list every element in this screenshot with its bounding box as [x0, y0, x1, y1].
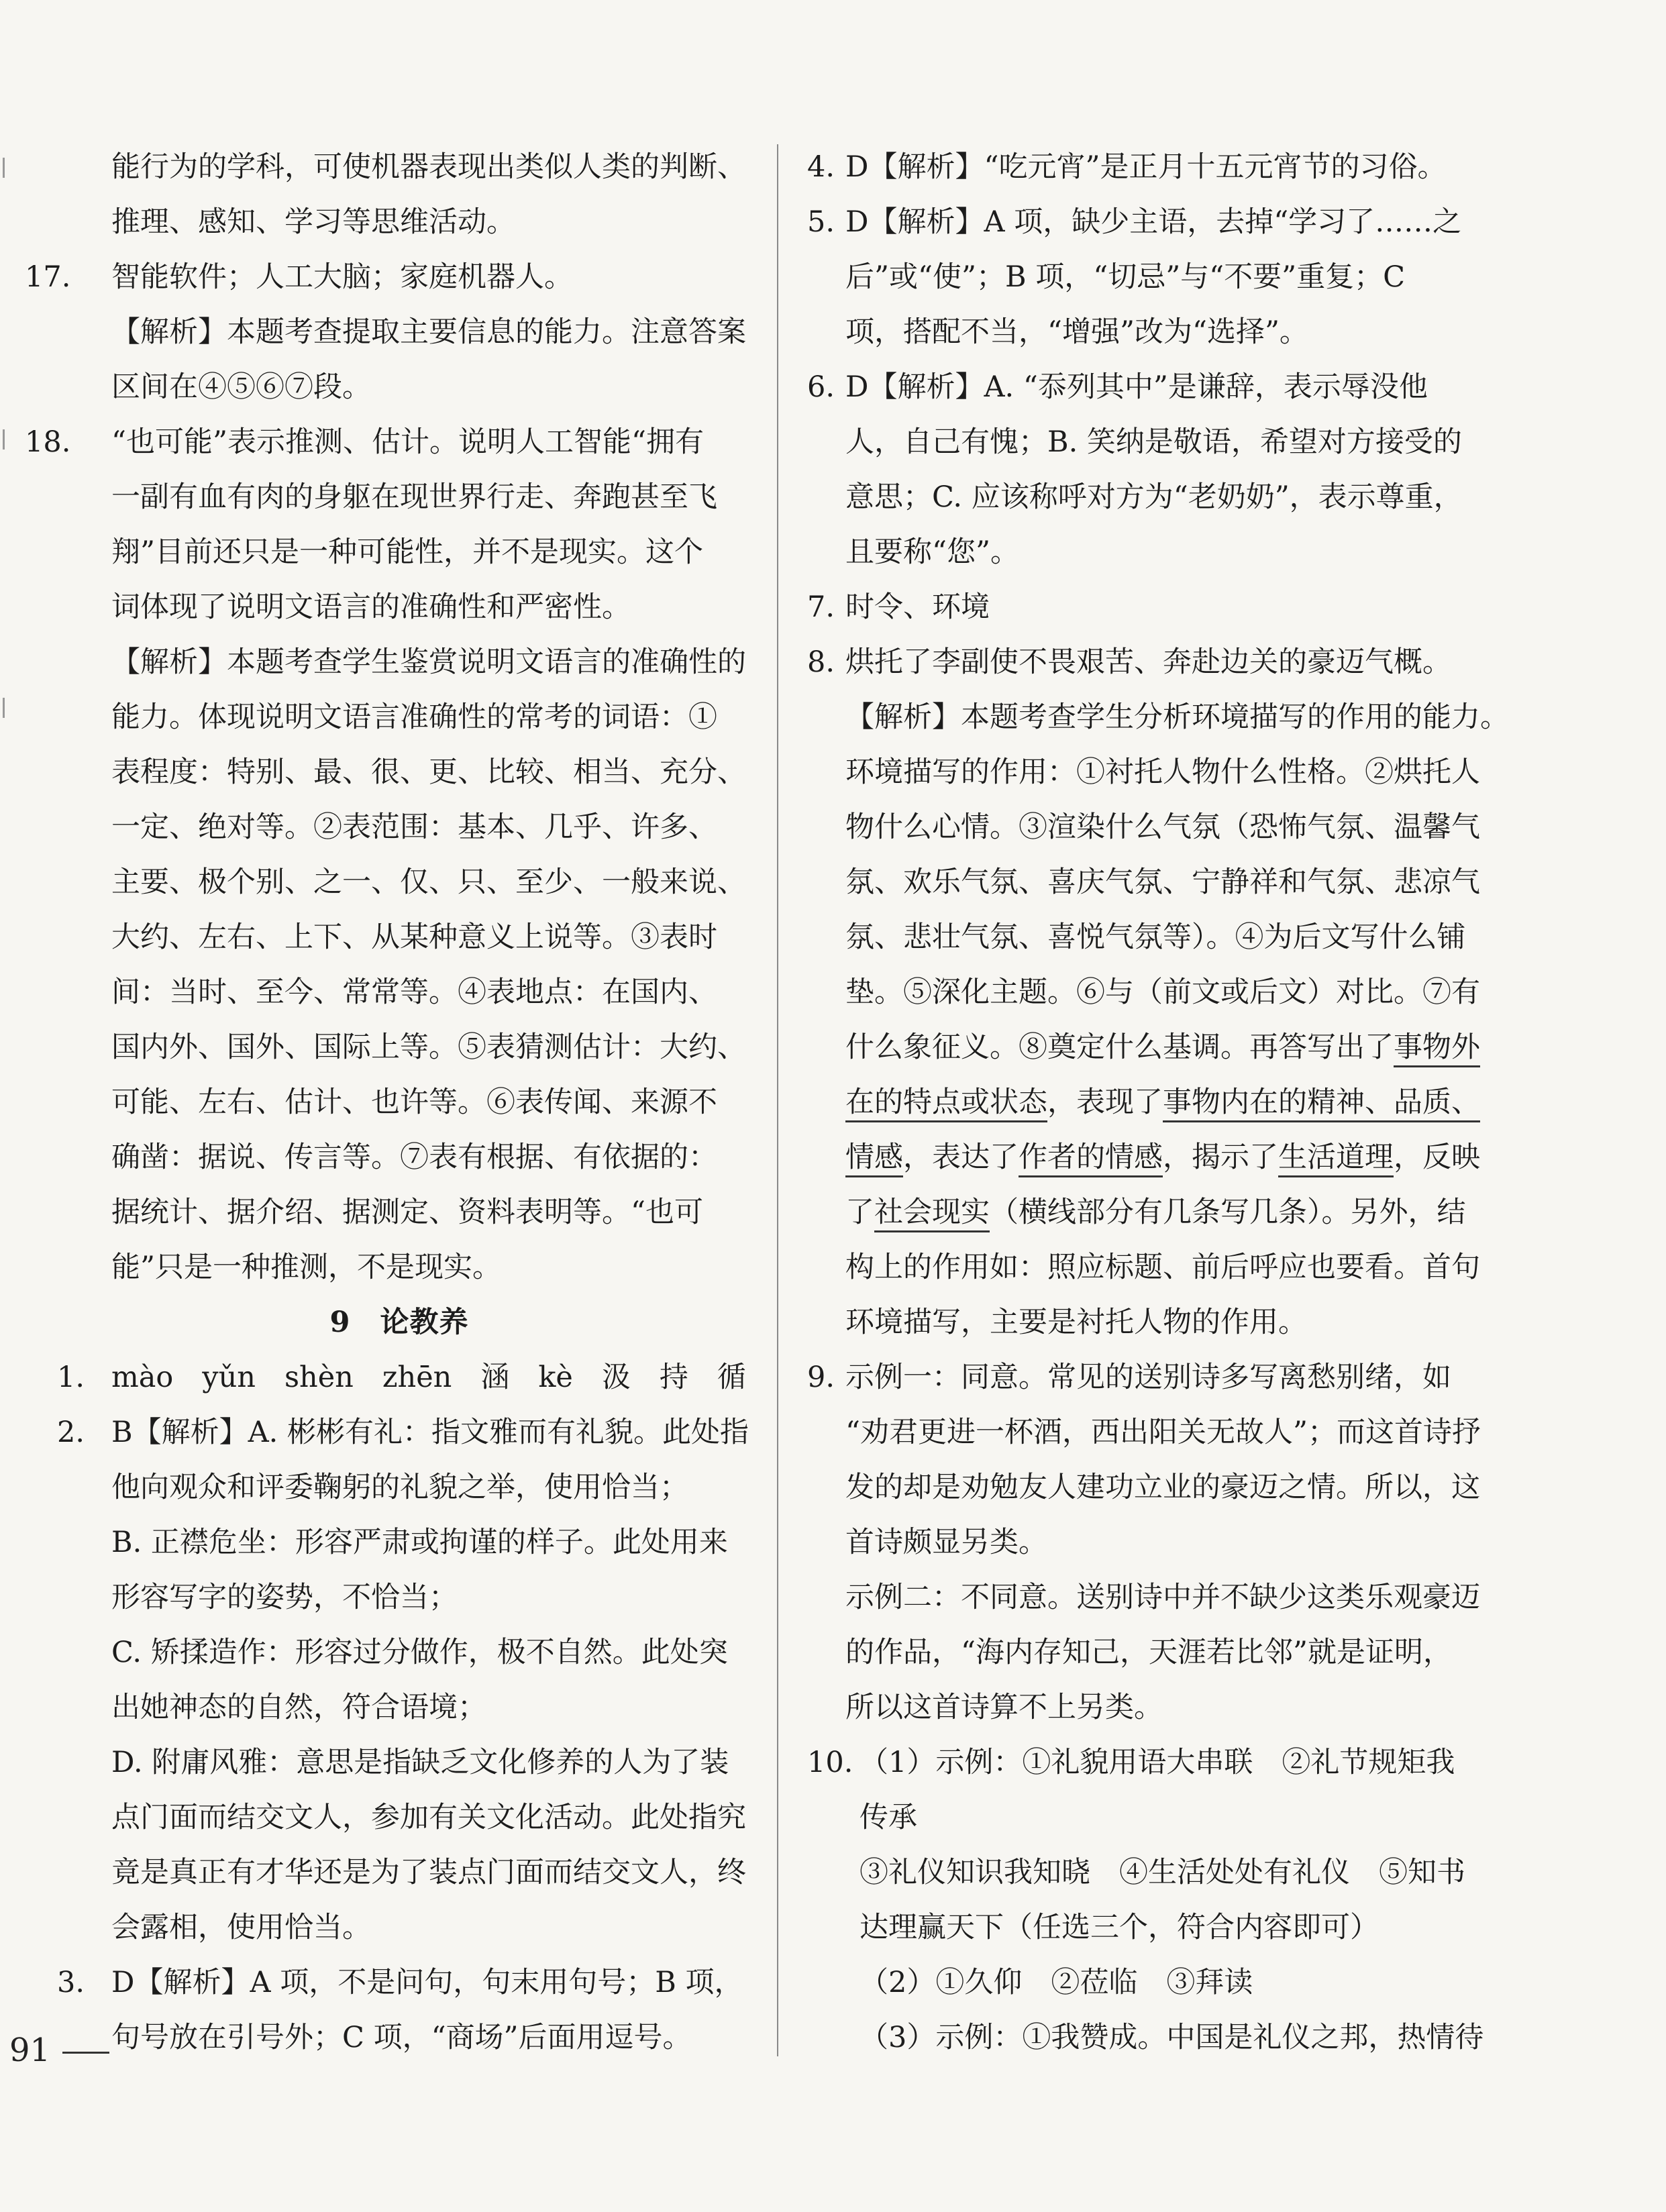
text-line: 的作品，“海内存知己，天涯若比邻”就是证明， [845, 1636, 1452, 1669]
underlined-text: 作者的情感 [1019, 1141, 1163, 1177]
text-line: 表程度：特别、最、很、更、比较、相当、充分、 [111, 755, 746, 789]
right-column [807, 140, 1512, 2065]
answer-3: 3. D【解析】A 项，不是问句，句末用句号；B 项， [57, 1966, 743, 1999]
text-line: 项，搭配不当，“增强”改为“选择”。 [845, 315, 1308, 349]
underlined-line: 情感，表达了作者的情感，揭示了生活道理，反映 [807, 1130, 1512, 1185]
text-line: 可能、左右、估计、也许等。⑥表传闻、来源不 [111, 1086, 717, 1119]
answer-8: 8. 烘托了李副使不畏艰苦、奔赴边关的豪迈气概。 [807, 645, 1451, 679]
text-line: 竟是真正有才华还是为了装点门面而结交文人，终 [111, 1856, 746, 1889]
text-line: （2）①久仰 ②莅临 ③拜读 [860, 1966, 1253, 1999]
footer-dash [62, 2052, 109, 2054]
text-line: （3）示例：①我赞成。中国是礼仪之邦，热情待 [860, 2021, 1484, 2054]
text-line: 词体现了说明文语言的准确性和严密性。 [111, 590, 631, 624]
underlined-line: 什么象征义。⑧奠定什么基调。再答写出了事物外 [807, 1020, 1512, 1075]
text-line: 环境描写，主要是衬托人物的作用。 [845, 1306, 1307, 1339]
underlined-text: 事物外 [1394, 1031, 1480, 1067]
text-line: 达理赢天下（任选三个，符合内容即可） [860, 1911, 1379, 1944]
text-line: 物什么心情。③渲染什么气氛（恐怖气氛、温馨气 [845, 810, 1480, 844]
text-line: 确凿：据说、传言等。⑦表有根据、有依据的： [111, 1141, 717, 1174]
text-line: 推理、感知、学习等思维活动。 [111, 205, 515, 239]
text-line: 能”只是一种推测，不是现实。 [111, 1251, 501, 1284]
underlined-text: 生活道理 [1278, 1141, 1394, 1177]
text-line: ③礼仪知识我知晓 ④生活处处有礼仪 ⑤知书 [860, 1856, 1465, 1889]
text-line: 主要、极个别、之一、仅、只、至少、一般来说、 [111, 865, 746, 899]
text-line: B. 正襟危坐：形容严肃或拘谨的样子。此处用来 [111, 1526, 728, 1559]
text-line: 构上的作用如：照应标题、前后呼应也要看。首句 [845, 1251, 1480, 1284]
text-line: 据统计、据介绍、据测定、资料表明等。“也可 [111, 1196, 703, 1229]
text-line: 能力。体现说明文语言准确性的常考的词语：① [111, 700, 717, 734]
text-line: 会露相，使用恰当。 [111, 1911, 371, 1944]
text-line: 且要称“您”。 [845, 535, 1019, 569]
text-line: C. 矫揉造作：形容过分做作，极不自然。此处突 [111, 1636, 728, 1669]
underlined-text: 在的特点或状态 [845, 1086, 1047, 1122]
text-line: 句号放在引号外；C 项，“商场”后面用逗号。 [111, 2021, 692, 2054]
text-line: 环境描写的作用：①衬托人物什么性格。②烘托人 [845, 755, 1480, 789]
margin-mark [3, 158, 5, 178]
page-number: 91 [9, 2032, 51, 2069]
underlined-text: 事物内在的精神、品质、 [1163, 1086, 1480, 1122]
text-line: 点门面而结交文人，参加有关文化活动。此处指究 [111, 1801, 746, 1834]
text-line: 国内外、国外、国际上等。⑤表猜测估计：大约、 [111, 1031, 746, 1064]
underlined-line: 在的特点或状态，表现了事物内在的精神、品质、 [807, 1075, 1512, 1130]
text-line: 后”或“使”；B 项，“切忌”与“不要”重复；C [845, 260, 1406, 294]
text-line: 示例二：不同意。送别诗中并不缺少这类乐观豪迈 [845, 1581, 1480, 1614]
margin-mark [3, 429, 5, 450]
text-line: 【解析】本题考查学生鉴赏说明文语言的准确性的 [111, 645, 746, 679]
text-line: 氛、欢乐气氛、喜庆气氛、宁静祥和气氛、悲凉气 [845, 865, 1480, 899]
answer-5: 5. D【解析】A 项，缺少主语，去掉“学习了……之 [807, 205, 1462, 239]
answer-4: 4. D【解析】“吃元宵”是正月十五元宵节的习俗。 [807, 150, 1447, 184]
text-line: 能行为的学科，可使机器表现出类似人类的判断、 [111, 150, 746, 184]
text-line: 首诗颇显另类。 [845, 1526, 1047, 1559]
text-line: 【解析】本题考查学生分析环境描写的作用的能力。 [845, 700, 1509, 734]
text-line: 间：当时、至今、常常等。④表地点：在国内、 [111, 976, 717, 1009]
section-title: 9 论教养 [329, 1306, 469, 1339]
answer-9: 9. 示例一：同意。常见的送别诗多写离愁别绪，如 [807, 1361, 1451, 1394]
underlined-text: 社会现实 [874, 1196, 990, 1232]
answer-7: 7. 时令、环境 [807, 590, 990, 624]
page-footer [9, 2032, 109, 2069]
text-line: 区间在④⑤⑥⑦段。 [111, 370, 371, 404]
answer-10: 10. （1）示例：①礼貌用语大串联 ②礼节规矩我 [807, 1746, 1455, 1779]
text-line: 传承 [860, 1801, 917, 1834]
answer-1: 1. mào yǔn shèn zhēn 涵 kè 汲 持 循 [57, 1361, 746, 1394]
answer-17: 17. 智能软件；人工大脑；家庭机器人。 [25, 260, 573, 294]
text-line: 垫。⑤深化主题。⑥与（前文或后文）对比。⑦有 [845, 976, 1480, 1009]
answer-18: 18. “也可能”表示推测、估计。说明人工智能“拥有 [25, 425, 704, 459]
text-line: 氛、悲壮气氛、喜悦气氛等）。④为后文写什么铺 [845, 920, 1466, 954]
underlined-line: 了社会现实（横线部分有几条写几条）。另外，结 [807, 1185, 1512, 1240]
answer-2: 2. B【解析】A. 彬彬有礼：指文雅而有礼貌。此处指 [57, 1416, 749, 1449]
text-line: 翔”目前还只是一种可能性，并不是现实。这个 [111, 535, 703, 569]
text-line: 【解析】本题考查提取主要信息的能力。注意答案 [111, 315, 746, 349]
text-line: “劝君更进一杯酒，西出阳关无故人”；而这首诗抒 [845, 1416, 1481, 1449]
margin-mark [3, 698, 5, 718]
text-line: 发的却是劝勉友人建功立业的豪迈之情。所以，这 [845, 1471, 1480, 1504]
text-line: 形容写字的姿势，不恰当； [111, 1581, 458, 1614]
text-line: 大约、左右、上下、从某种意义上说等。③表时 [111, 920, 717, 954]
text-line: 所以这首诗算不上另类。 [845, 1691, 1163, 1724]
text-line: 他向观众和评委鞠躬的礼貌之举，使用恰当； [111, 1471, 688, 1504]
answer-6: 6. D【解析】A. “忝列其中”是谦辞，表示辱没他 [807, 370, 1428, 404]
text-line: 意思；C. 应该称呼对方为“老奶奶”，表示尊重， [845, 480, 1463, 514]
text-line: D. 附庸风雅：意思是指缺乏文化修养的人为了装 [111, 1746, 729, 1779]
text-line: 一定、绝对等。②表范围：基本、几乎、许多、 [111, 810, 717, 844]
text-line: 出她神态的自然，符合语境； [111, 1691, 486, 1724]
text-line: 人，自己有愧；B. 笑纳是敬语，希望对方接受的 [845, 425, 1462, 459]
text-line: 一副有血有肉的身躯在现世界行走、奔跑甚至飞 [111, 480, 717, 514]
underlined-text: 情感 [845, 1141, 903, 1177]
